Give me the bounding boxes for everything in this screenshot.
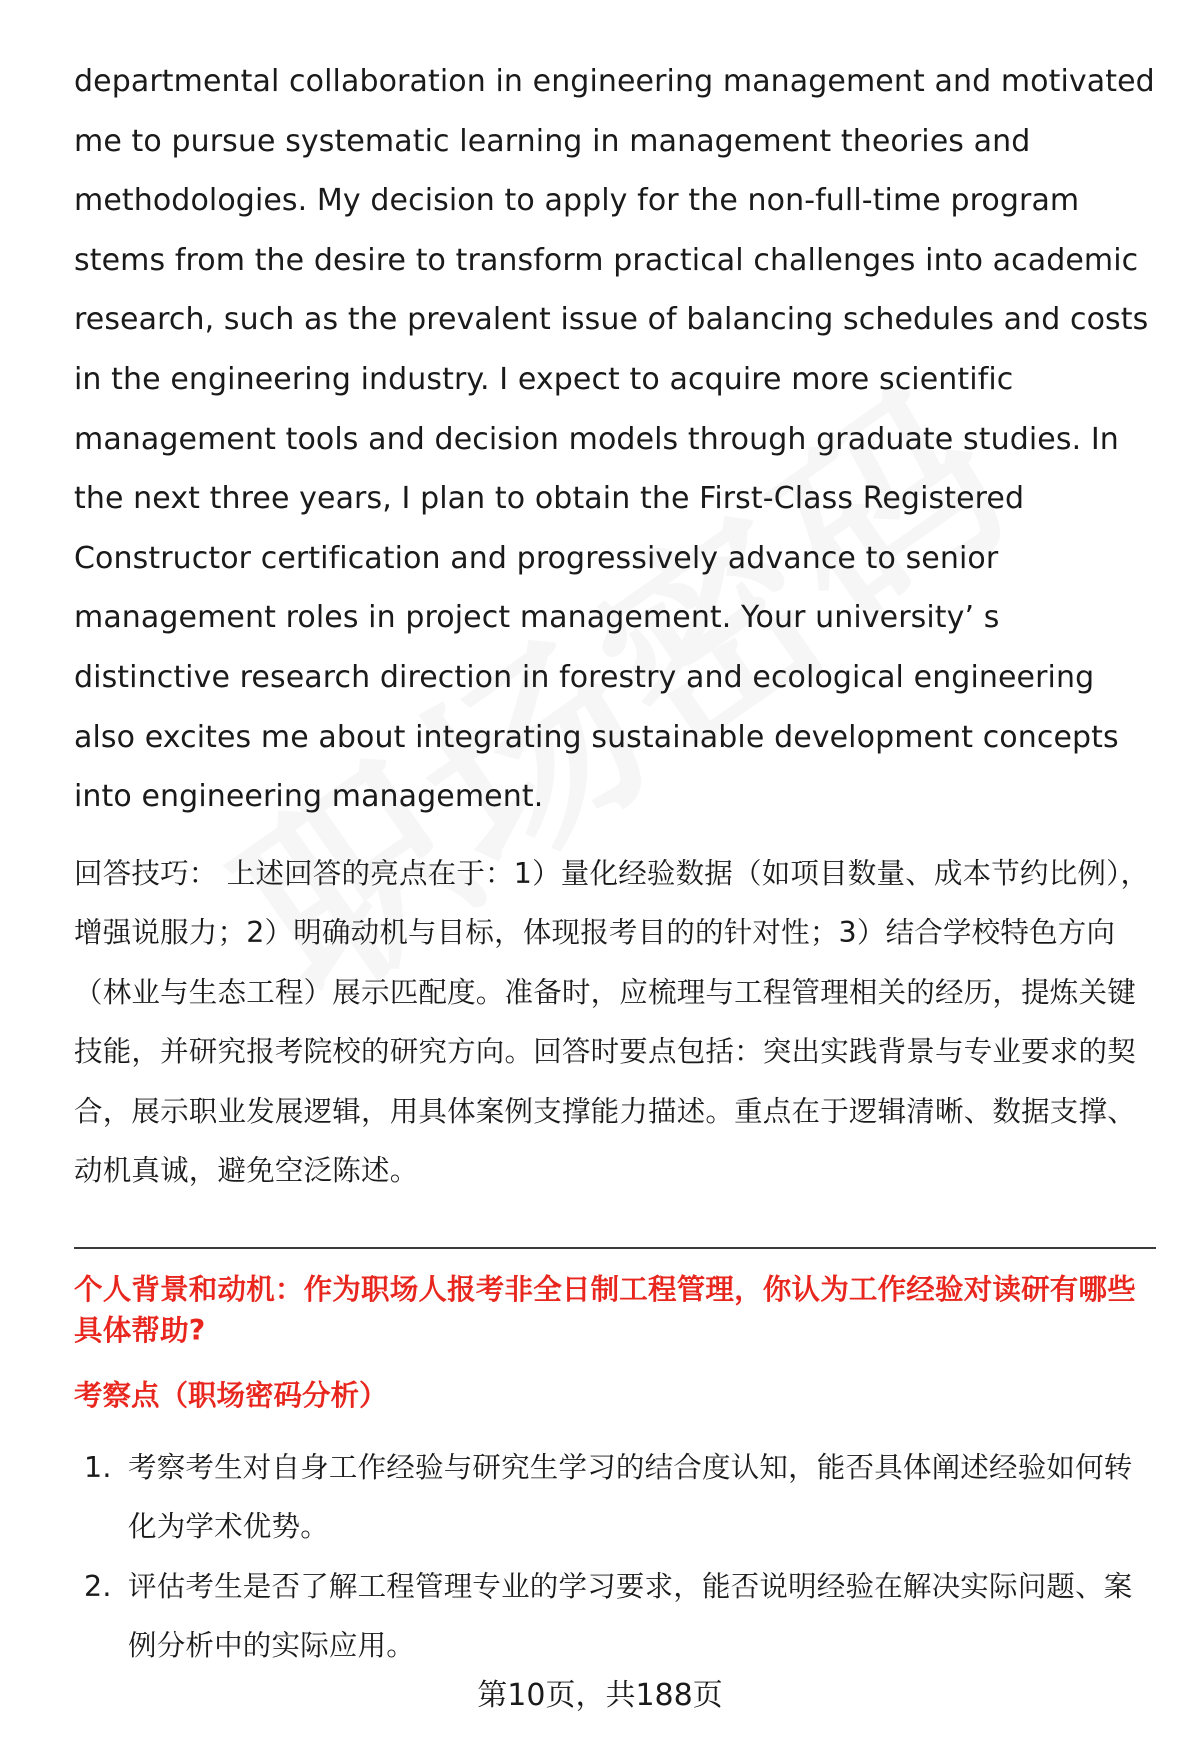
interview-question: 个人背景和动机：作为职场人报考非全日制工程管理，你认为工作经验对读研有哪些具体帮助? <box>74 1272 1136 1347</box>
answer-tips-paragraph: 回答技巧： 上述回答的亮点在于：1）量化经验数据（如项目数量、成本节约比例），增强说服力；2）明确动机与目标，体现报考目的的针对性；3）结合学校特色方向（林业与生态工程）展示匹配度。准备时，应梳理与工程管理相关的经历，提炼关键技能，并研究报考院校的研究方向。回答时要点包括：突出实践背景与专业要求的契合，展示职业发展逻辑，用具体案例支撑能力描述。重点在于逻辑清晰、数据支撑、动机真诚，避免空泛陈述。 <box>74 856 1150 1188</box>
evaluation-points-list <box>74 1438 1159 1676</box>
list-item-text: 考察考生对自身工作经验与研究生学习的结合度认知，能否具体阐述经验如何转化为学术优势。 <box>128 1450 1133 1544</box>
page-number: 第10页，共188页 <box>477 1678 723 1713</box>
list-item <box>74 1557 1159 1676</box>
answer-paragraph: departmental collaboration in engineering management and motivated me to pursue systematic learning in management theories and methodologies. My decision to apply for the non-full-time program stems from the desire to transform practical challenges into academic research, such as the prevalent issue of balancing schedules and costs in the engineering industry. I expect to acquire more scientific management tools and decision models through graduate studies. In the next three years, I plan to obtain the First-Class Registered Constructor certification and progressively advance to senior management roles in project management. Your university’ s distinctive research direction in forestry and ecological engineering also excites me about integrating sustainable development concepts into engineering management. <box>74 64 1155 815</box>
section-divider <box>74 1247 1156 1249</box>
list-item-number: 1. <box>84 1450 112 1484</box>
page-content <box>74 52 1159 1676</box>
list-item <box>74 1438 1159 1557</box>
section-title: 考察点（职场密码分析） <box>74 1378 388 1412</box>
list-item-text: 评估考生是否了解工程管理专业的学习要求，能否说明经验在解决实际问题、案例分析中的实际应用。 <box>128 1569 1133 1663</box>
list-item-number: 2. <box>84 1569 112 1603</box>
